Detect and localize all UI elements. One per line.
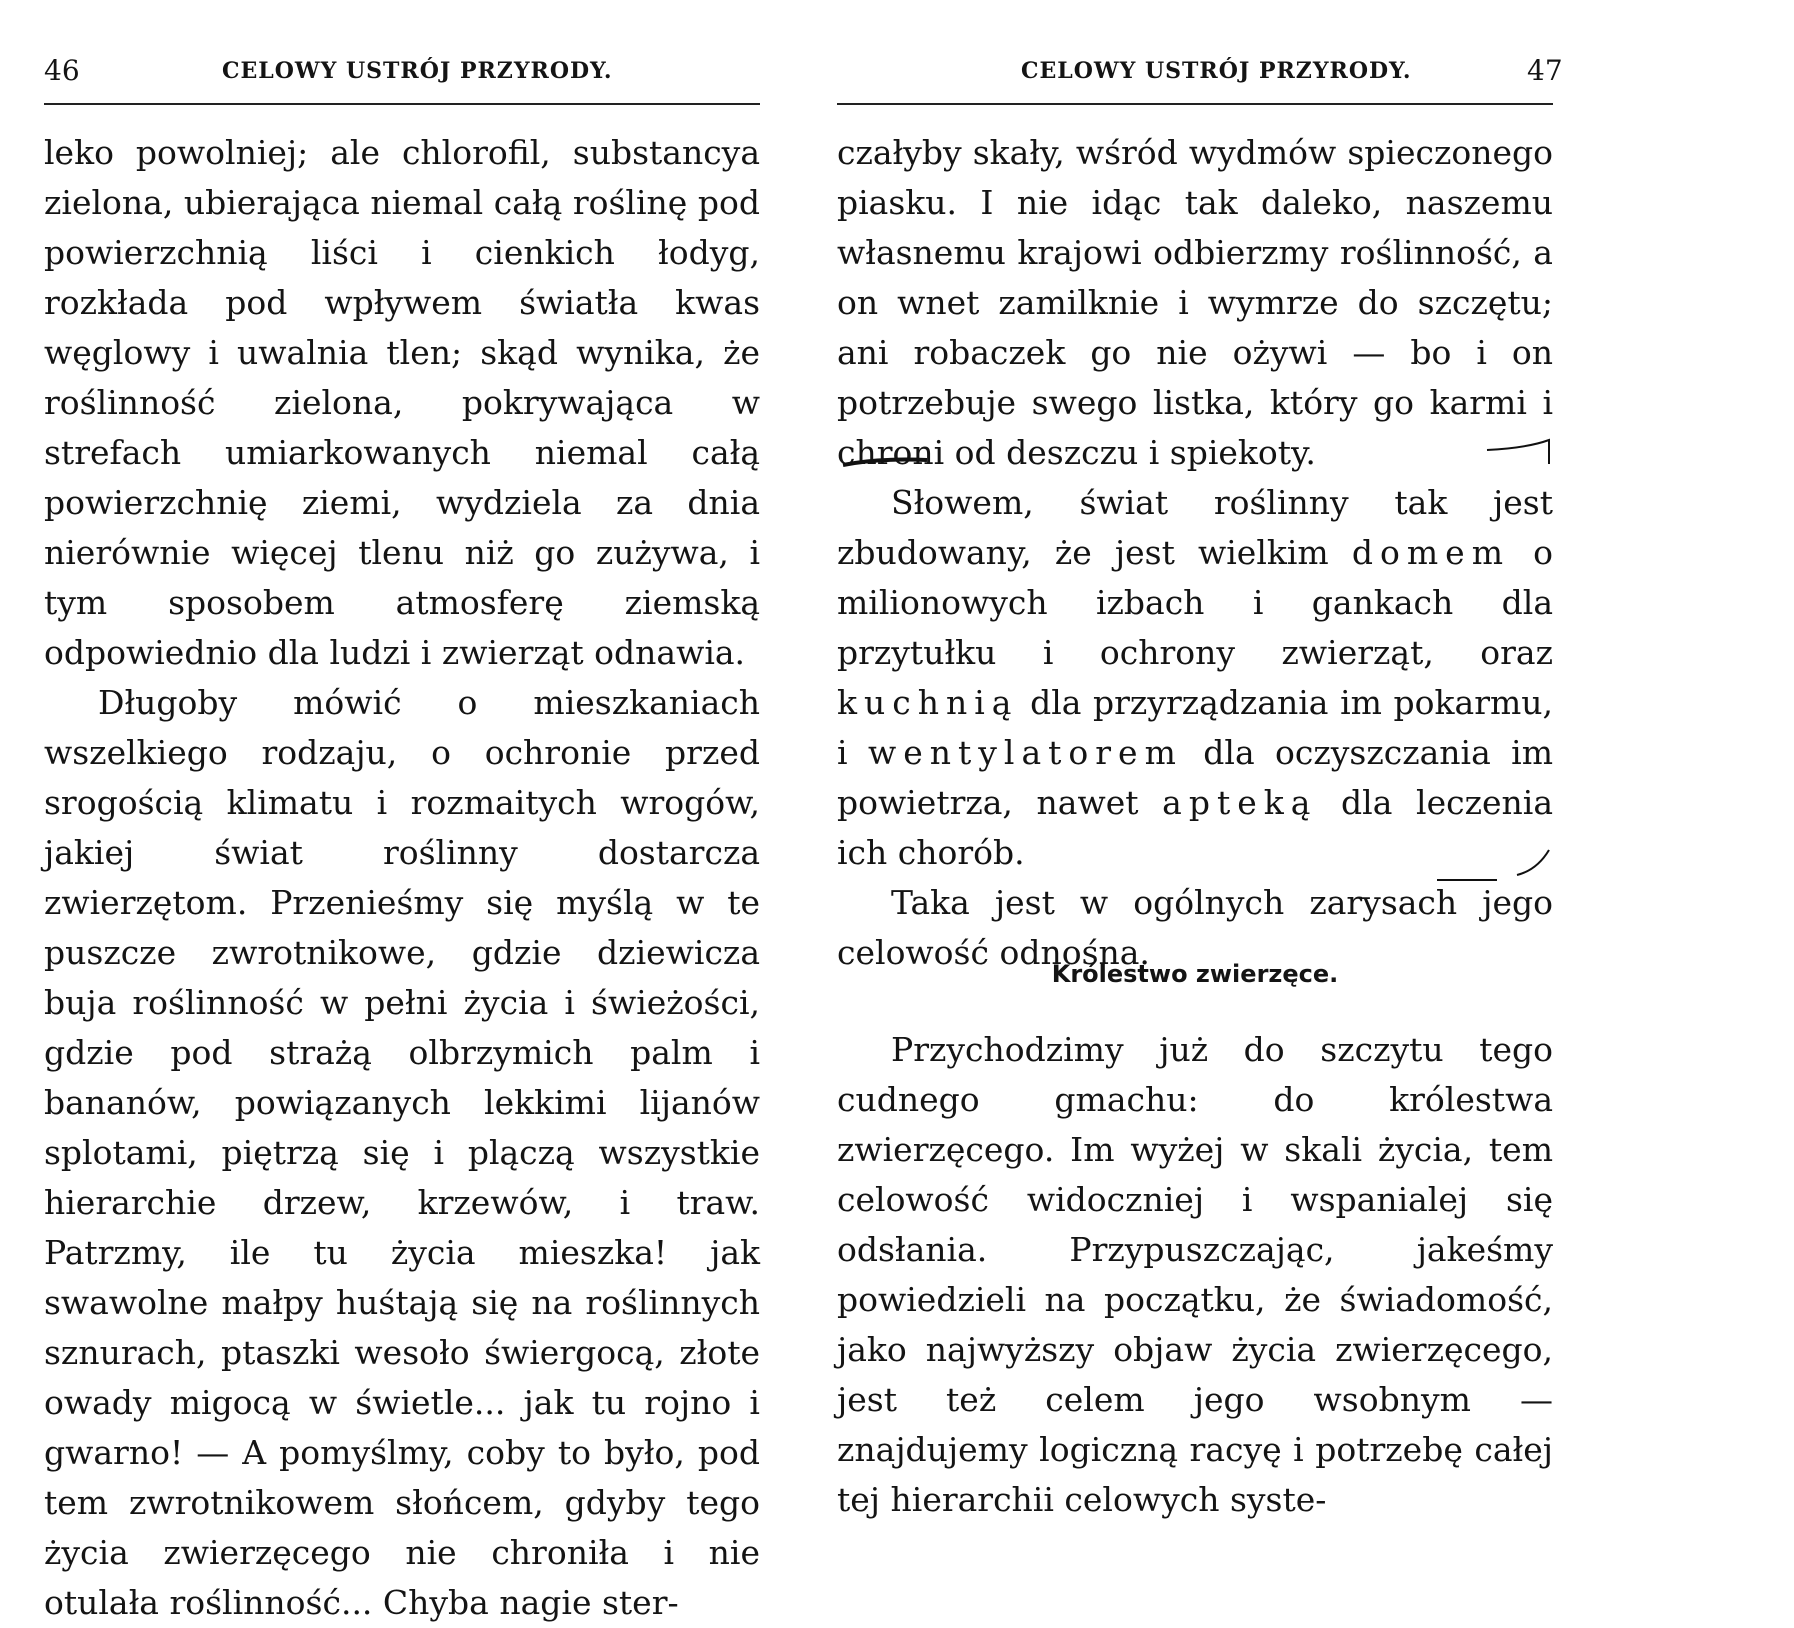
right-p2-text-4: dla oczyszczania im powietrza, nawet <box>837 733 1553 822</box>
right-paragraph-4: Przychodzimy już do szczytu tego cudnego gmachu: do królestwa zwierzęcego. Im wyżej w skali życia, tem celowość widoczniej i wspanialej się odsłania. Przypuszczając, jakeśmy powiedzieli na początku, że świadomość, jako najwyższy objaw życia zwierzęcego, jest też celem jego wsobnym — znajdujemy logiczną racyę i potrzebę całej tej hierarchii celowych syste- <box>837 1030 1553 1519</box>
right-paragraph-1: czałyby skały, wśród wydmów spieczonego piasku. I nie idąc tak daleko, naszemu własnemu krajowi odbierzmy roślinność, a on wnet zamilknie i wymrze do szczętu; ani robaczek go nie ożywi — bo i on potrzebuje swego listka, który go karmi i chroni od deszczu i spiekoty. <box>837 133 1553 472</box>
emphasis-wentylatorem: wentylatorem <box>867 733 1183 772</box>
left-paragraph-1: leko powolniej; ale chlorofil, substancya zielona, ubierająca niemal całą roślinę pod powierzchnią liści i cienkich łodyg, rozkłada pod wpływem światła kwas węglowy i uwalnia tlen; skąd wynika, że roślinność zielona, pokrywająca w strefach umiarkowanych niemal całą powierzchnię ziemi, wydziela za dnia nierównie więcej tlenu niż go zużywa, i tym sposobem atmosferę ziemską odpowiednio dla ludzi i zwierząt odnawia. <box>44 133 760 672</box>
right-body-text-lower <box>837 1025 1553 1525</box>
right-header-rule <box>837 103 1553 105</box>
left-paragraph-2: Długoby mówić o mieszkaniach wszelkiego rodzaju, o ochronie przed srogością klimatu i rozmaitych wrogów, jakiej świat roślinny dostarcza zwierzętom. Przenieśmy się myślą w te puszcze zwrotnikowe, gdzie dziewicza buja roślinność w pełni życia i świeżości, gdzie pod strażą olbrzymich palm i bananów, powiązanych lekkimi lijanów splotami, piętrzą się i plączą wszystkie hierarchie drzew, krzewów, i traw. Patrzmy, ile tu życia mieszka! jak swawolne małpy huśtają się na roślinnych sznurach, ptaszki wesoło świergocą, złote owady migocą w świetle... jak tu rojno i gwarno! — A pomyślmy, coby to było, pod tem zwrotnikowem słońcem, gdyby tego życia zwierzęcego nie chroniła i nie otulała roślinność... Chyba nagie ster- <box>44 683 760 1622</box>
section-title: Królestwo zwierzęce. <box>1051 960 1339 988</box>
right-page-number: 47 <box>1527 54 1563 87</box>
emphasis-domem: domem <box>1351 533 1510 572</box>
pen-marks <box>837 420 1557 890</box>
right-p2-text-2: o milionowych izbach i gankach dla przytułku i ochrony zwierząt, oraz <box>837 533 1553 672</box>
left-page <box>0 0 897 1622</box>
right-running-header: CELOWY USTRÓJ PRZYRODY. <box>1021 58 1412 84</box>
pen-stroke-right <box>1487 440 1549 464</box>
left-page-number: 46 <box>44 54 80 87</box>
right-paragraph-3: Taka jest w ogólnych zarysach jego celowość odnośna. <box>837 883 1553 972</box>
emphasis-apteka: apteką <box>1162 783 1318 822</box>
left-header-rule <box>44 103 760 105</box>
right-p2-text-1: Słowem, świat roślinny tak jest zbudowany, że jest wielkim <box>837 483 1553 572</box>
emphasis-kuchnia: kuchnią <box>837 683 1019 722</box>
right-p2-text-5: dla leczenia ich chorób. <box>837 783 1554 872</box>
right-page <box>837 0 1794 1519</box>
left-body-text <box>44 128 760 1628</box>
right-p2-text-3: dla przyrządzania im pokarmu, i <box>837 683 1553 772</box>
pen-stroke-curve <box>1517 850 1549 875</box>
left-running-header: CELOWY USTRÓJ PRZYRODY. <box>222 58 613 84</box>
pen-stroke-left <box>843 460 927 465</box>
